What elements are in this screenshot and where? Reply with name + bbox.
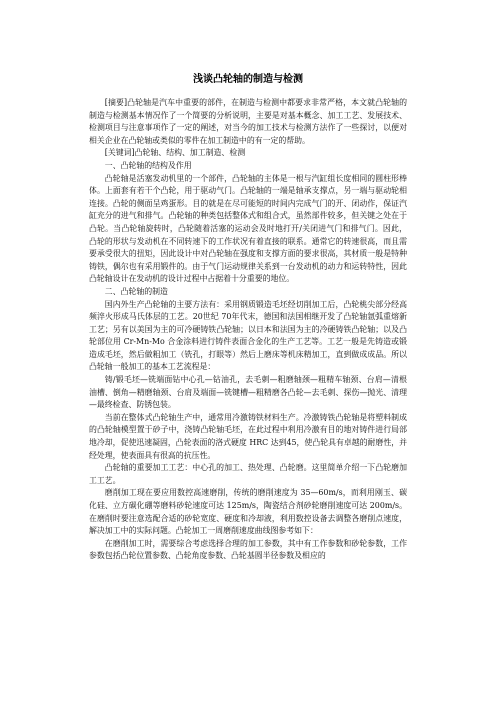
body-paragraph: 磨削加工现在要应用数控高速磨削，传统的磨削速度为 35—60m/s，而利用刚玉、碳化硅、立方碳化硼等磨料砂轮速度可达 125m/s，陶瓷结合剂砂轮磨削速度可达 200m/s。在磨削时要注意选配合适的砂轮宽度、硬度和冷却液，利用数控设备去调整各磨削点速度，解决加工中的实际问题。凸轮加工一周磨削速度曲线图参考如下： — [89, 488, 407, 536]
abstract-paragraph: [摘要]凸轮轴是汽车中重要的部件，在制造与检测中都要求非常严格，本文就凸轮轴的制造与检测基本情况作了一个简要的分析说明，主要是对基本概念、加工工艺、发展技术、检测项目与注意事项作了一定的阐述，对当今的加工技术与检测方法作了一些探讨，以便对相关企业在凸轮轴或类似的零件在加工制造中的有一定的帮助。 — [89, 98, 407, 145]
body-paragraph: 国内外生产凸轮轴的主要方法有：采用钢质锻造毛坯经切削加工后，凸轮桃尖部分经高频淬火形成马氏体层的工艺。20世纪 70年代末，德国和法国相继开发了凸轮轴氩弧重熔新工艺；另有以美国为主的可冷硬铸铁凸轮轴；以日本和法国为主的冷硬铸铁凸轮轴；以及凸轮部位用 Cr-Mn-Mo 合金涂料进行铸件表面合金化的生产工艺等。工艺一般是先铸造或锻造成毛坯，然后做粗加工（铣孔，打眼等）然后上磨床等机床精加工，直到做成成品。所以凸轮轴一般加工的基本工艺流程是： — [89, 299, 407, 372]
process-flow-paragraph: 铸/锻毛坯—铣端面钻中心孔—钻油孔，去毛刺—粗磨轴颈—粗精车轴颈、台肩—清根油槽、倒角—精磨轴颈、台肩及端面—铣键槽—粗精磨各凸轮—去毛刺、探伤—抛光、清理—最终检查、防锈包装。 — [89, 375, 407, 410]
keywords-paragraph: [关键词]凸轮轴、结构、加工制造、检测 — [104, 148, 246, 158]
body-paragraph: 在磨削加工时，需要综合考虑选择合理的加工参数，其中有工作参数和砂轮参数，工作参数包括凸轮位置参数、凸轮角度参数、凸轮基圆半径参数及相应的 — [89, 538, 407, 561]
section-heading-2: 二、凸轮轴的制造 — [104, 286, 168, 296]
body-paragraph: 当前在整体式凸轮轴生产中，通常用冷激铸铁材料生产。冷激铸铁凸轮轴是将塑料制成的凸轮轴模型置于砂子中，浇铸凸轮轴毛坯，在此过程中利用冷激有目的地对铸件进行局部地冷却，促使迅速凝固，凸轮表面的洛式硬度 HRC 达到45，使凸轮具有卓越的耐磨性，并经处理，使表面具有很高的抗压性。 — [89, 412, 407, 460]
document-title: 浅谈凸轮轴的制造与检测 — [193, 74, 303, 85]
body-paragraph: 凸轮轴是活塞发动机里的一个部件，凸轮轴的主体是一根与汽缸组长度相同的圆柱形棒体。上面套有若干个凸轮，用于驱动气门。凸轮轴的一端是轴承支撑点，另一端与驱动轮相连接。凸轮的侧面呈鸡蛋形。目的就是在尽可能短的时间内完成气门的开、闭动作，保证汽缸充分的进气和排气。凸轮轴的种类包括整体式和组合式，虽然部件较多，但关键之处在于凸轮。当凸轮轴旋转时，凸轮随着活塞的运动会及时地打开/关闭进气门和排气门。因此，凸轮的形状与发动机在不同转速下的工作状况有着直接的联系。通常它的转速很高，而且需要承受很大的扭矩，因此设计中对凸轮轴在强度和支撑方面的要求很高，其材质一般是特种铸铁，偶尔也有采用锻件的。由于气门运动规律关系到一台发动机的动力和运转特性，因此凸轮轴设计在发动机的设计过程中占据着十分重要的地位。 — [89, 173, 407, 284]
section-heading-1: 一、凸轮轴的结构及作用 — [104, 160, 192, 170]
document-body — [89, 97, 407, 563]
body-paragraph: 凸轮轴的重要加工工艺：中心孔的加工、热处理、凸轮磨。这里简单介绍一下凸轮磨加工工艺。 — [89, 463, 407, 485]
